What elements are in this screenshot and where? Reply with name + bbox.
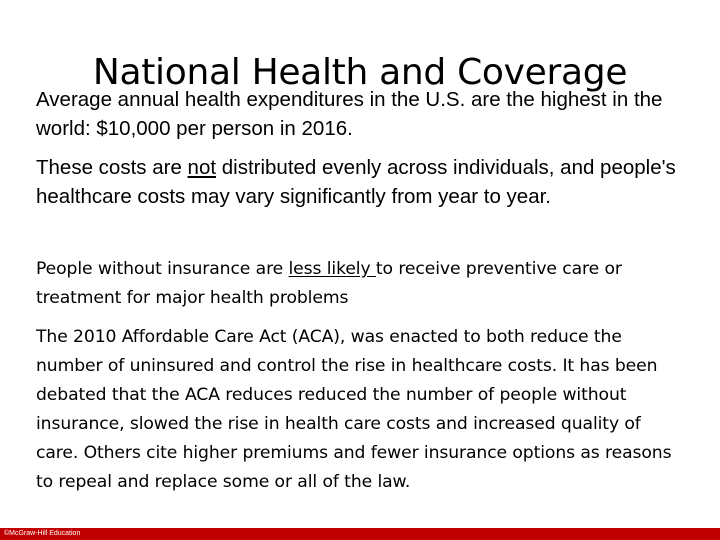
paragraph-uninsured-end: to receive preventive care or treatment for major health problems <box>36 259 622 308</box>
slide-title: National Health and Coverage <box>92 52 628 94</box>
paragraph-uninsured <box>36 255 686 313</box>
copyright-notice: ©McGraw-Hill Education <box>4 530 81 537</box>
paragraph-cost-distribution-start: These costs are <box>36 156 188 179</box>
paragraph-aca <box>36 323 686 497</box>
emphasis-not: not <box>187 156 217 179</box>
paragraph-cost-distribution <box>36 153 686 211</box>
paragraph-aca-text: The 2010 Affordable Care Act (ACA), was enacted to both reduce the number of uninsured and control the rise in healthcare costs. It has been debated that the ACA reduces reduced the number of people without insurance, slowed the rise in health care costs and increased quality of care. Others cite higher premiums and fewer insurance options as reasons to repeal and replace some or all of the law. <box>36 327 672 492</box>
paragraph-uninsured-start: People without insurance are <box>36 259 289 279</box>
footer-bar <box>0 528 720 540</box>
paragraph-expenditures-text: Average annual health expenditures in the U.S. are the highest in the world: $10,000 per person in 2016. <box>36 88 663 140</box>
paragraph-expenditures <box>36 85 686 143</box>
emphasis-less-likely: less likely <box>288 259 376 279</box>
paragraph-cost-distribution-end: distributed evenly across individuals, and people's healthcare costs may vary significantly from year to year. <box>36 156 676 208</box>
